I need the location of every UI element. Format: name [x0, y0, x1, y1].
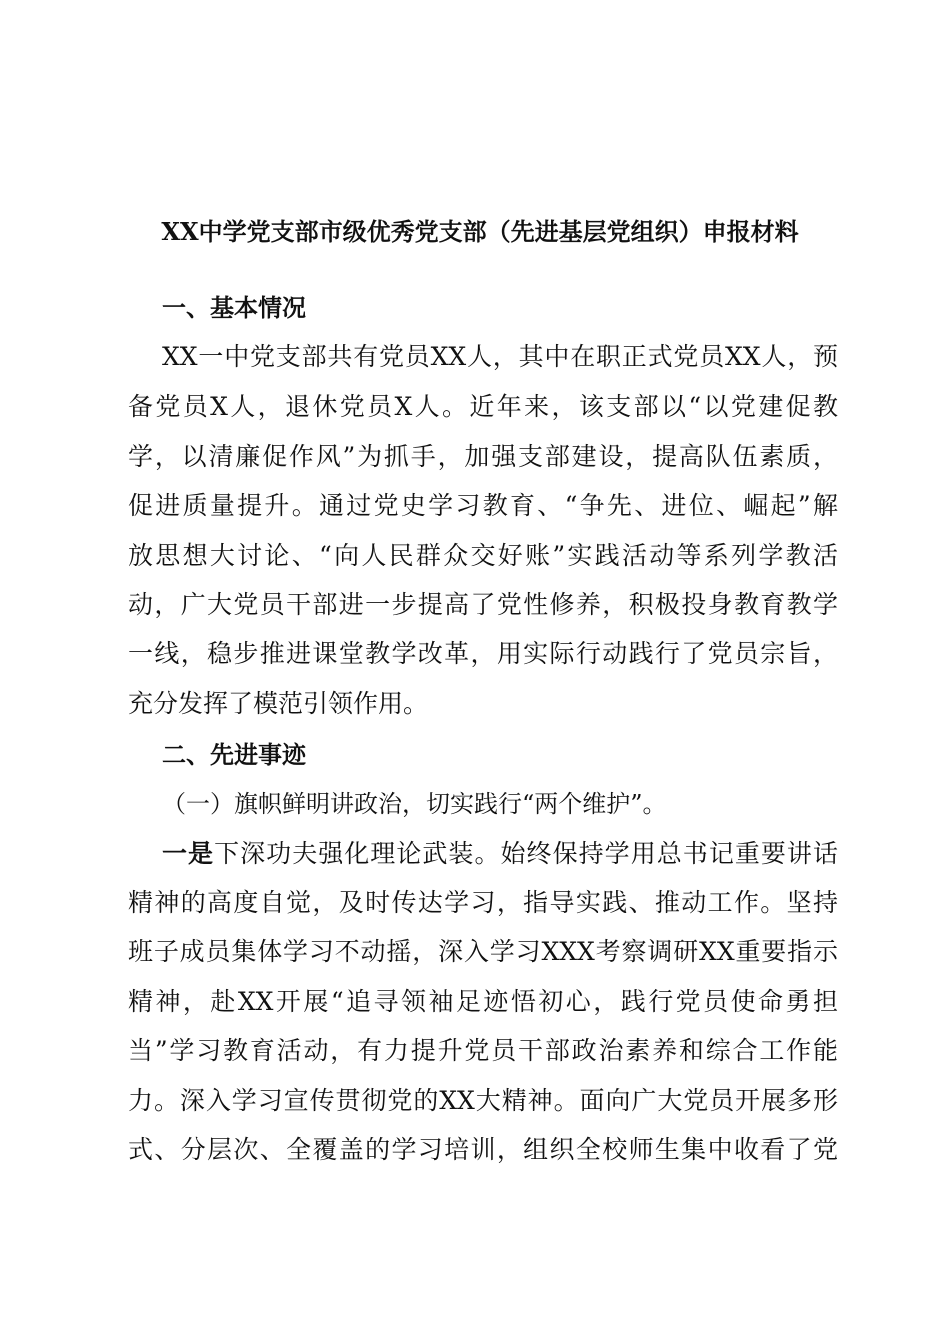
paragraph-line: 一线，稳步推进课堂教学改革，用实际行动践行了党员宗旨，	[128, 639, 838, 668]
section-heading-advanced-deeds: 二、先进事迹	[162, 740, 306, 769]
subsection-heading: （一）旗帜鲜明讲政治，切实践行“两个维护”。	[162, 790, 667, 818]
paragraph-line: 精神，赴XX开展“追寻领袖足迹悟初心，践行党员使命勇担	[128, 987, 838, 1016]
paragraph-line: 充分发挥了模范引领作用。	[128, 689, 429, 718]
paragraph-line: 放思想大讨论、“向人民群众交好账”实践活动等系列学教活	[128, 541, 838, 570]
paragraph-first-line	[162, 834, 838, 874]
paragraph-line: 精神的高度自觉，及时传达学习，指导实践、推动工作。坚持	[128, 888, 838, 917]
paragraph-line: 力。深入学习宣传贯彻党的XX大精神。面向广大党员开展多形	[128, 1086, 838, 1115]
paragraph-line: 当”学习教育活动，有力提升党员干部政治素养和综合工作能	[128, 1036, 838, 1065]
paragraph-line: 班子成员集体学习不动摇，深入学习XXX考察调研XX重要指示	[128, 937, 838, 966]
paragraph-line: 促进质量提升。通过党史学习教育、“争先、进位、崛起”解	[128, 491, 838, 520]
section-heading-basic-info: 一、基本情况	[162, 293, 306, 322]
paragraph-line: 动，广大党员干部进一步提高了党性修养，积极投身教育教学	[128, 590, 838, 619]
paragraph-lead: 一是	[162, 839, 215, 868]
paragraph-line: XX一中党支部共有党员XX人，其中在职正式党员XX人，预	[162, 342, 838, 371]
document-title: XX中学党支部市级优秀党支部（先进基层党组织）申报材料	[161, 217, 799, 246]
paragraph-line: 式、分层次、全覆盖的学习培训，组织全校师生集中收看了党	[128, 1135, 838, 1164]
paragraph-line: 学，以清廉促作风”为抓手，加强支部建设，提高队伍素质，	[128, 442, 838, 471]
paragraph-first-line-text: 下深功夫强化理论武装。始终保持学用总书记重要讲话	[214, 839, 838, 868]
paragraph-line: 备党员X人，退休党员X人。近年来，该支部以“以党建促教	[128, 392, 838, 421]
